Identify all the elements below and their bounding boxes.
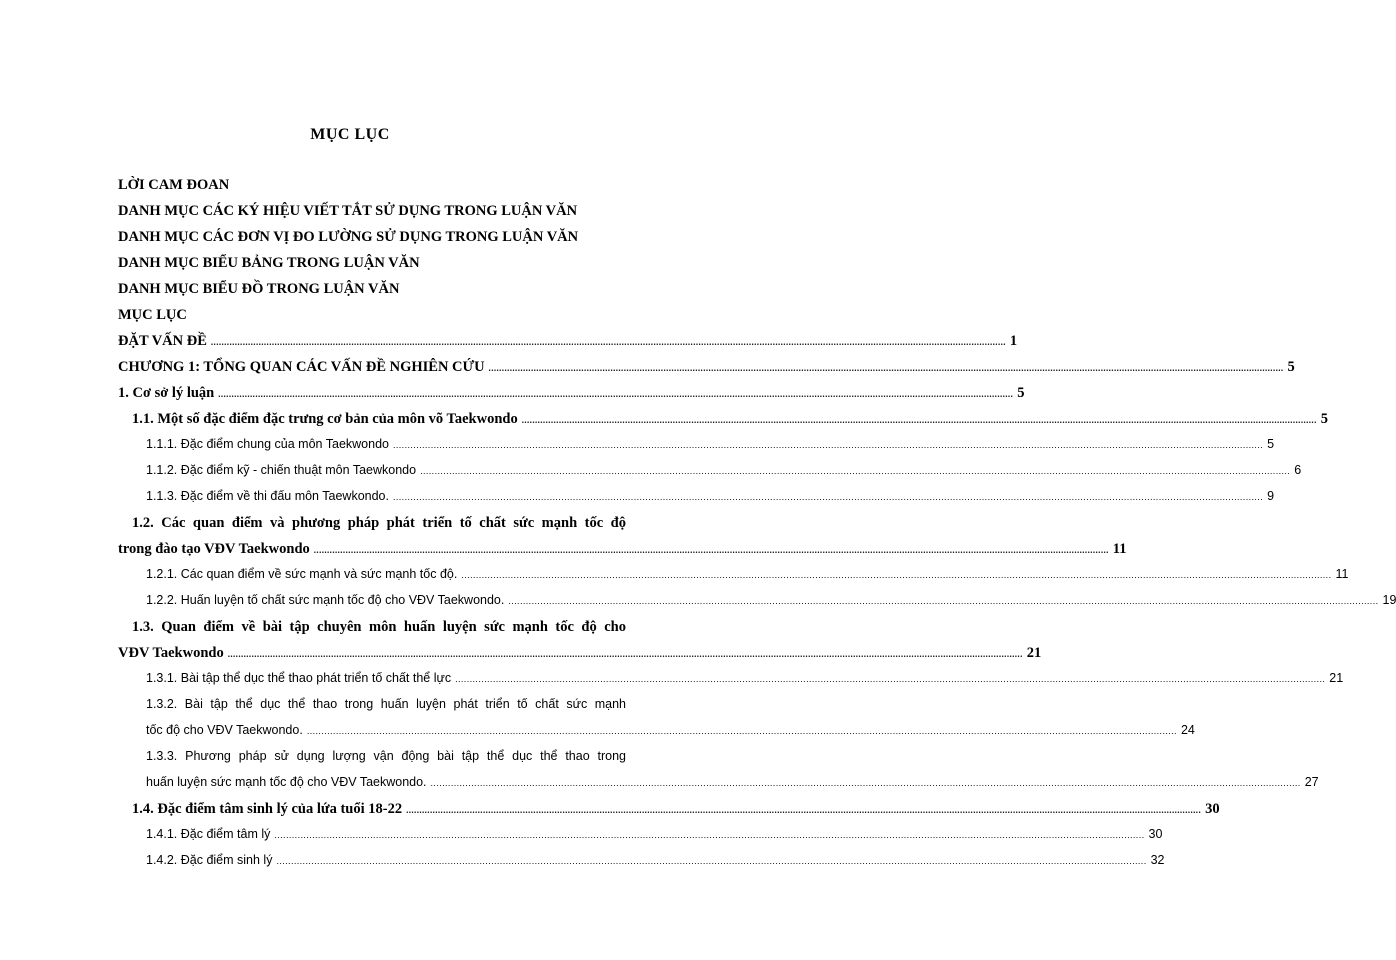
dot-leader: ............................................................................................................................................................................................................................................................................................................ [276, 856, 1147, 866]
toc-entry-label: tốc độ cho VĐV Taekwondo. [146, 723, 303, 737]
toc-entry-label: CHƯƠNG 1: TỔNG QUAN CÁC VẤN ĐỀ NGHIÊN CỨU [118, 359, 485, 375]
toc-entry-page: 21 [1026, 645, 1042, 661]
dot-leader: ............................................................................................................................................................................................................................................................................................................ [406, 805, 1202, 815]
dot-leader: ............................................................................................................................................................................................................................................................................................................ [306, 726, 1177, 736]
toc-entry [146, 827, 1163, 841]
toc-entry-label: 1.4. Đặc điểm tâm sinh lý của lứa tuổi 18-22 [132, 801, 403, 817]
toc-entry-label: VĐV Taekwondo [118, 645, 224, 661]
page-title: MỤC LỤC [310, 126, 390, 143]
toc-entry [146, 489, 1275, 503]
toc-entry-label: huấn luyện sức mạnh tốc độ cho VĐV Taekwondo. [146, 775, 427, 789]
toc-entry-page: 21 [1329, 671, 1344, 685]
dot-leader: ............................................................................................................................................................................................................................................................................................................ [461, 570, 1332, 580]
toc-entry [146, 853, 1165, 867]
toc-entry [118, 333, 1018, 350]
toc-entry-page: 30 [1205, 801, 1220, 817]
toc-entry-page: 11 [1335, 567, 1349, 581]
heading-ky-hieu-viet-tat: DANH MỤC CÁC KÝ HIỆU VIẾT TẮT SỬ DỤNG TRONG LUẬN VĂN [118, 203, 578, 219]
toc-entry [118, 385, 1025, 402]
toc-entry [146, 567, 1349, 581]
toc-entry-page: 30 [1148, 827, 1163, 841]
toc-entry-label: 1.3.1. Bài tập thể dục thể thao phát triển tố chất thể lực [146, 671, 452, 685]
toc-entry-page: 11 [1112, 541, 1127, 557]
dot-leader: ............................................................................................................................................................................................................................................................................................................ [313, 545, 1109, 555]
toc-entry-label: 1.1.2. Đặc điểm kỹ - chiến thuật môn Taewkondo [146, 463, 417, 477]
toc-entry [146, 463, 1302, 477]
toc-entry-label-line1: 1.2. Các quan điểm và phương pháp phát triển tố chất sức mạnh tốc độ [132, 515, 626, 531]
toc-entry-page: 6 [1294, 463, 1302, 477]
toc-entry-page: 24 [1180, 723, 1195, 737]
dot-leader: ............................................................................................................................................................................................................................................................................................................ [508, 596, 1379, 606]
toc-entry-label-line1: 1.3. Quan điểm về bài tập chuyên môn huấn luyện sức mạnh tốc độ cho [132, 619, 626, 635]
toc-entry [146, 723, 1195, 737]
toc-entry-label: 1.1.3. Đặc điểm về thi đấu môn Taewkondo. [146, 489, 389, 503]
toc-entry-label: 1.4.1. Đặc điểm tâm lý [146, 827, 271, 841]
toc-entry-label: 1.1. Một số đặc điểm đặc trưng cơ bản của môn võ Taekwondo [132, 411, 518, 427]
toc-entry-label-line1: 1.3.2. Bài tập thể dục thể thao trong huấn luyện phát triển tố chất sức mạnh [146, 697, 626, 711]
dot-leader: ............................................................................................................................................................................................................................................................................................................ [210, 337, 1006, 347]
toc-entry-label: ĐẶT VẤN ĐỀ [118, 333, 207, 349]
toc-entry-label: 1.2.1. Các quan điểm về sức mạnh và sức mạnh tốc độ. [146, 567, 458, 581]
dot-leader: ............................................................................................................................................................................................................................................................................................................ [521, 415, 1317, 425]
dot-leader: ............................................................................................................................................................................................................................................................................................................ [430, 778, 1301, 788]
toc-entry-label: 1.2.2. Huấn luyện tố chất sức mạnh tốc độ cho VĐV Taekwondo. [146, 593, 505, 607]
heading-muc-luc: MỤC LỤC [118, 307, 187, 323]
toc-entry-page: 19 [1382, 593, 1396, 607]
toc-entry-label: 1.1.1. Đặc điểm chung của môn Taekwondo [146, 437, 389, 451]
toc-entry-label: trong đào tạo VĐV Taekwondo [118, 541, 310, 557]
dot-leader: ............................................................................................................................................................................................................................................................................................................ [455, 674, 1326, 684]
dot-leader: ............................................................................................................................................................................................................................................................................................................ [218, 389, 1014, 399]
toc-entry [118, 359, 1295, 376]
toc-entry-label-line1: 1.3.3. Phương pháp sử dụng lượng vận động bài tập thể dục thể thao trong [146, 749, 626, 763]
toc-entry [132, 411, 1328, 428]
dot-leader: ............................................................................................................................................................................................................................................................................................................ [420, 466, 1291, 476]
toc-entry-page: 1 [1009, 333, 1018, 349]
toc-entry-page: 5 [1287, 359, 1295, 375]
toc-entry-page: 27 [1304, 775, 1319, 789]
toc-entry-page: 32 [1150, 853, 1165, 867]
dot-leader: ............................................................................................................................................................................................................................................................................................................ [488, 363, 1284, 373]
toc-entry-label: 1. Cơ sở lý luận [118, 385, 215, 401]
toc-entry [118, 541, 1127, 558]
heading-loi-cam-doan: LỜI CAM ĐOAN [118, 177, 230, 193]
dot-leader: ............................................................................................................................................................................................................................................................................................................ [392, 440, 1264, 450]
toc-entry [146, 775, 1319, 789]
toc-entry [146, 671, 1344, 685]
toc-entry [132, 801, 1220, 818]
toc-entry-page: 9 [1267, 489, 1275, 503]
toc-entry [118, 645, 1042, 662]
heading-bieu-bang: DANH MỤC BIỂU BẢNG TRONG LUẬN VĂN [118, 255, 420, 271]
toc-entry-page: 5 [1017, 385, 1025, 401]
toc-entry [146, 437, 1275, 451]
heading-don-vi-do-luong: DANH MỤC CÁC ĐƠN VỊ ĐO LƯỜNG SỬ DỤNG TRONG LUẬN VĂN [118, 229, 579, 245]
dot-leader: ............................................................................................................................................................................................................................................................................................................ [227, 649, 1023, 659]
heading-bieu-do: DANH MỤC BIỂU ĐỒ TRONG LUẬN VĂN [118, 281, 400, 297]
toc-entry-label: 1.4.2. Đặc điểm sinh lý [146, 853, 273, 867]
toc-entry-page: 5 [1320, 411, 1328, 427]
toc-entry-page: 5 [1267, 437, 1275, 451]
toc-entry [146, 593, 1396, 607]
dot-leader: ............................................................................................................................................................................................................................................................................................................ [274, 830, 1145, 840]
dot-leader: ............................................................................................................................................................................................................................................................................................................ [392, 492, 1264, 502]
